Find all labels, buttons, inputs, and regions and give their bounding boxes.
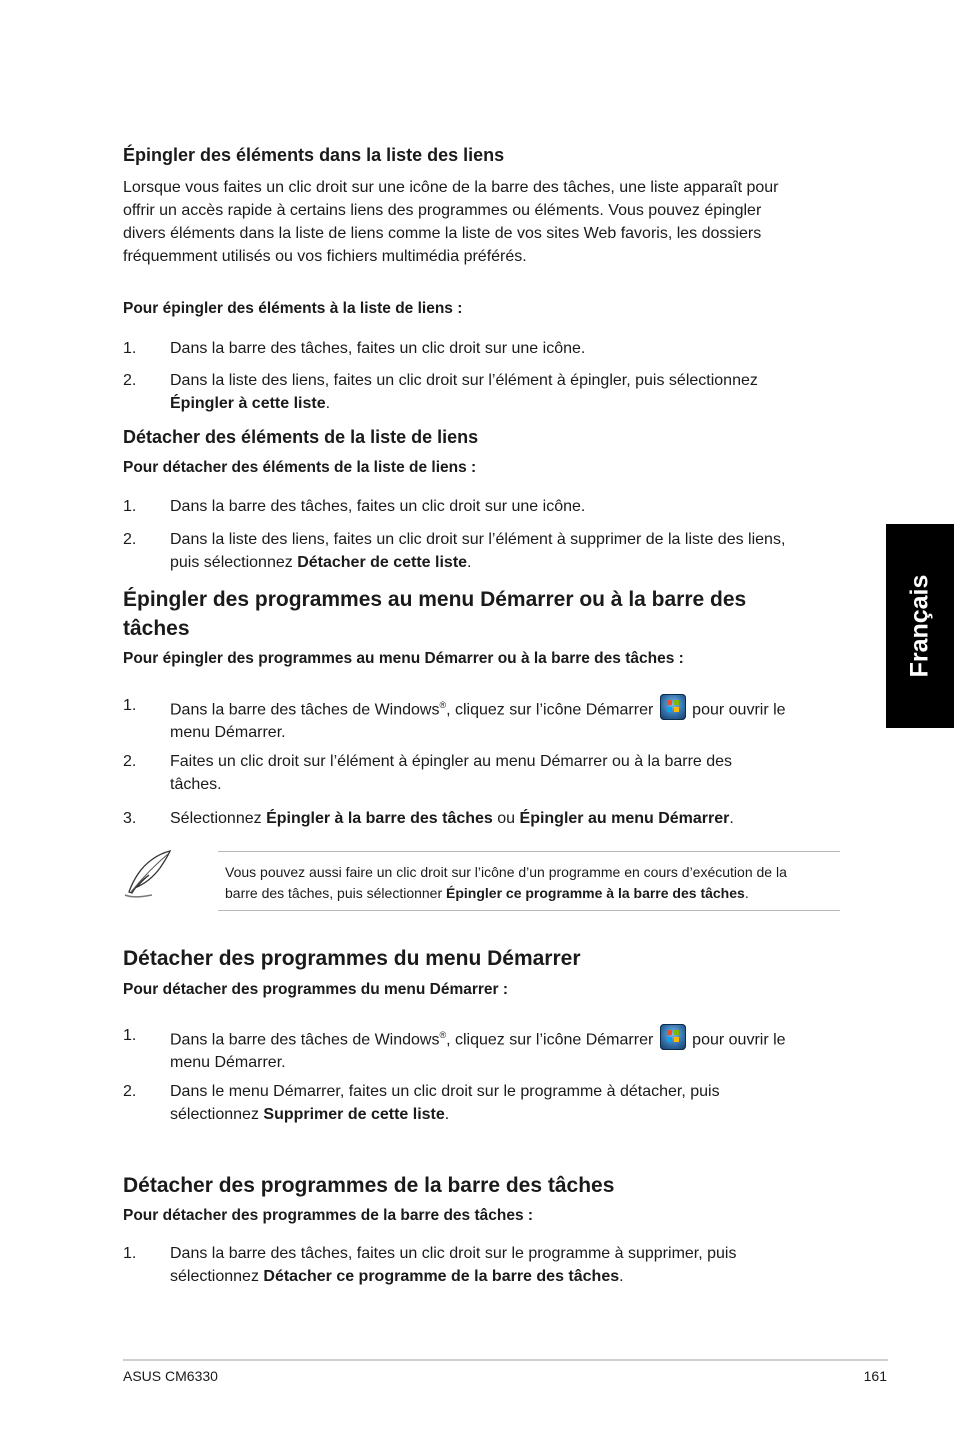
- step-number: 2.: [123, 531, 137, 548]
- step-number: 2.: [123, 1083, 137, 1100]
- step-number: 3.: [123, 810, 137, 827]
- step-text: Dans le menu Démarrer, faites un clic droit sur le programme à détacher, puis sélectionnez Supprimer de cette liste.: [170, 1083, 720, 1123]
- note-top-rule: [218, 851, 840, 852]
- language-tab-label: Français: [905, 574, 934, 678]
- intro-paragraph: [123, 176, 843, 268]
- step-number: 1.: [123, 1027, 137, 1044]
- paragraph-line: fréquemment utilisés ou vos fichiers multimédia préférés.: [123, 248, 527, 265]
- procedure-heading: Pour épingler des programmes au menu Démarrer ou à la barre des tâches :: [123, 650, 684, 667]
- step-text: Dans la barre des tâches, faites un clic droit sur le programme à supprimer, puis sélectionnez Détacher ce programme de la barre des tâches.: [170, 1245, 737, 1285]
- section-title-unpin-start-menu: Détacher des programmes du menu Démarrer: [123, 947, 581, 970]
- note-text: Vous pouvez aussi faire un clic droit sur l’icône d’un programme en cours d’exécution de la barre des tâches, puis sélectionner Épingler ce programme à la barre des tâches.: [225, 864, 787, 901]
- step-text: Faites un clic droit sur l’élément à épingler au menu Démarrer ou à la barre des tâches.: [170, 753, 733, 793]
- page-number: 161: [863, 1368, 887, 1384]
- section-title-pin-programs: Épingler des programmes au menu Démarrer ou à la barre des tâches: [123, 588, 747, 640]
- section-title-unpin-taskbar: Détacher des programmes de la barre des tâches: [123, 1174, 615, 1197]
- step-text: Dans la barre des tâches de Windows®, cliquez sur l’icône Démarrer pour ouvrir le menu Démarrer.: [170, 694, 840, 744]
- note-bottom-rule: [218, 910, 840, 911]
- procedure-heading: Pour épingler des éléments à la liste de liens :: [123, 300, 463, 317]
- windows-start-icon: [660, 694, 686, 720]
- feather-pen-icon: [122, 848, 174, 900]
- section-title-pin-items: Épingler des éléments dans la liste des liens: [123, 145, 505, 165]
- windows-start-icon: [660, 1024, 686, 1050]
- footer-rule: [123, 1359, 888, 1361]
- step-text: Dans la barre des tâches, faites un clic droit sur une icône.: [170, 498, 586, 515]
- paragraph-line: Lorsque vous faites un clic droit sur une icône de la barre des tâches, une liste apparaît pour: [123, 179, 779, 196]
- step-text: Dans la liste des liens, faites un clic droit sur l’élément à supprimer de la liste des liens, puis sélectionnez Détacher de cette liste.: [170, 531, 786, 571]
- procedure-heading: Pour détacher des éléments de la liste de liens :: [123, 459, 477, 476]
- language-tab: [886, 524, 954, 728]
- step-number: 2.: [123, 753, 137, 770]
- step-number: 1.: [123, 1245, 137, 1262]
- step-number: 2.: [123, 372, 137, 389]
- step-number: 1.: [123, 340, 137, 357]
- step-text: Sélectionnez Épingler à la barre des tâches ou Épingler au menu Démarrer.: [170, 810, 734, 827]
- procedure-heading: Pour détacher des programmes de la barre des tâches :: [123, 1207, 534, 1224]
- step-number: 1.: [123, 697, 137, 714]
- step-text: Dans la barre des tâches de Windows®, cliquez sur l’icône Démarrer pour ouvrir le menu Démarrer.: [170, 1024, 840, 1074]
- paragraph-line: divers éléments dans la liste de liens comme la liste de vos sites Web favoris, les dossiers: [123, 225, 762, 242]
- step-text: Dans la barre des tâches, faites un clic droit sur une icône.: [170, 340, 586, 357]
- paragraph-line: offrir un accès rapide à certains liens des programmes ou éléments. Vous pouvez épingler: [123, 202, 762, 219]
- step-number: 1.: [123, 498, 137, 515]
- procedure-heading: Pour détacher des programmes du menu Démarrer :: [123, 981, 509, 998]
- section-title-unpin-items: Détacher des éléments de la liste de liens: [123, 427, 479, 447]
- step-text: Dans la liste des liens, faites un clic droit sur l’élément à épingler, puis sélectionnez Épingler à cette liste.: [170, 372, 758, 412]
- footer-model: ASUS CM6330: [123, 1368, 218, 1384]
